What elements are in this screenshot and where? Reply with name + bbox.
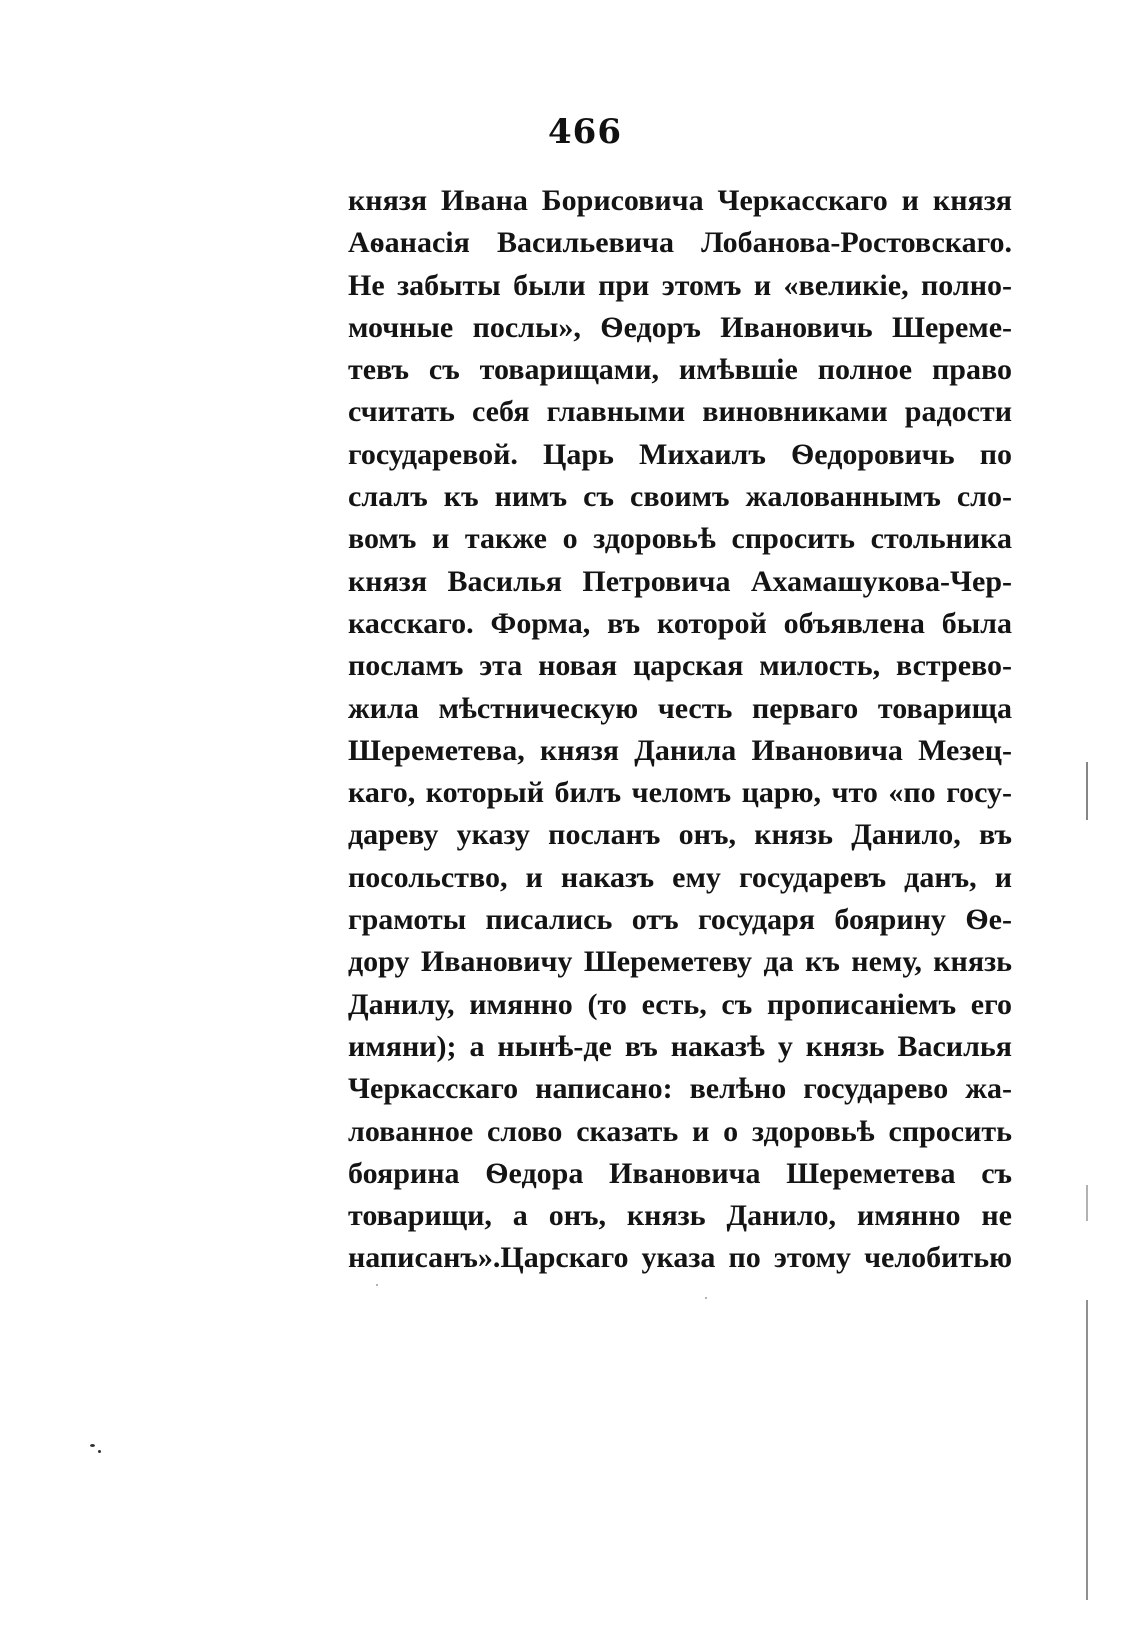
text-line: Шереметева, князя Данила Ивановича Мезец- — [348, 733, 1012, 767]
text-line: Не забыты были при этомъ и «великіе, полно- — [348, 268, 1012, 302]
text-line: жила мѣстническую честь перваго товарища — [348, 691, 1012, 725]
text-line: касскаго. Форма, въ которой объявлена была — [348, 606, 1012, 640]
scan-edge-mark — [1086, 1185, 1088, 1221]
scan-speck — [376, 1284, 378, 1286]
text-line: дареву указу посланъ онъ, князь Данило, въ — [348, 818, 1012, 852]
text-line: Черкасскаго написано: велѣно государево жа- — [348, 1072, 1012, 1106]
text-line: написанъ».Царскаго указа по этому челобитью — [348, 1241, 1012, 1275]
text-line: Данилу, имянно (то есть, съ прописаніемъ его — [348, 987, 1012, 1021]
body-text — [348, 180, 1012, 1280]
text-line: каго, который билъ челомъ царю, что «по госу- — [348, 776, 1012, 810]
text-line: Аѳанасія Васильевича Лобанова-Ростовскаго. — [348, 226, 1012, 260]
text-line: вомъ и также о здоровьѣ спросить стольника — [348, 522, 1012, 556]
text-line: товарищи, а онъ, князь Данило, имянно не — [348, 1199, 1012, 1233]
text-line: тевъ съ товарищами, имѣвшіе полное право — [348, 353, 1012, 387]
text-line: мочные послы», Ѳедоръ Ивановичь Шереме- — [348, 310, 1012, 344]
text-line: имяни); а нынѣ-де въ наказѣ у князь Василья — [348, 1029, 1012, 1063]
scan-speck — [90, 1444, 95, 1447]
text-line: посламъ эта новая царская милость, встрево- — [348, 649, 1012, 683]
text-line: князя Василья Петровича Ахамашукова-Чер- — [348, 564, 1012, 598]
scan-speck — [705, 1297, 707, 1299]
scan-edge-mark — [1086, 762, 1088, 820]
page-number: 466 — [548, 112, 622, 152]
text-line: лованное слово сказать и о здоровьѣ спросить — [348, 1114, 1012, 1148]
text-line: государевой. Царь Михаилъ Ѳедоровичь по — [348, 437, 1012, 471]
text-line: грамоты писались отъ государя боярину Ѳе- — [348, 903, 1012, 937]
scan-edge-mark — [1086, 1300, 1088, 1600]
text-line: боярина Ѳедора Ивановича Шереметева съ — [348, 1156, 1012, 1190]
text-line: посольство, и наказъ ему государевъ данъ, и — [348, 860, 1012, 894]
text-line: князя Ивана Борисовича Черкасскаго и князя — [348, 184, 1012, 217]
text-line: слалъ къ нимъ съ своимъ жалованнымъ сло- — [348, 480, 1012, 514]
text-line: дору Ивановичу Шереметеву да къ нему, князь — [348, 945, 1012, 979]
scan-speck — [98, 1450, 101, 1453]
text-line: считать себя главными виновниками радости — [348, 395, 1012, 429]
